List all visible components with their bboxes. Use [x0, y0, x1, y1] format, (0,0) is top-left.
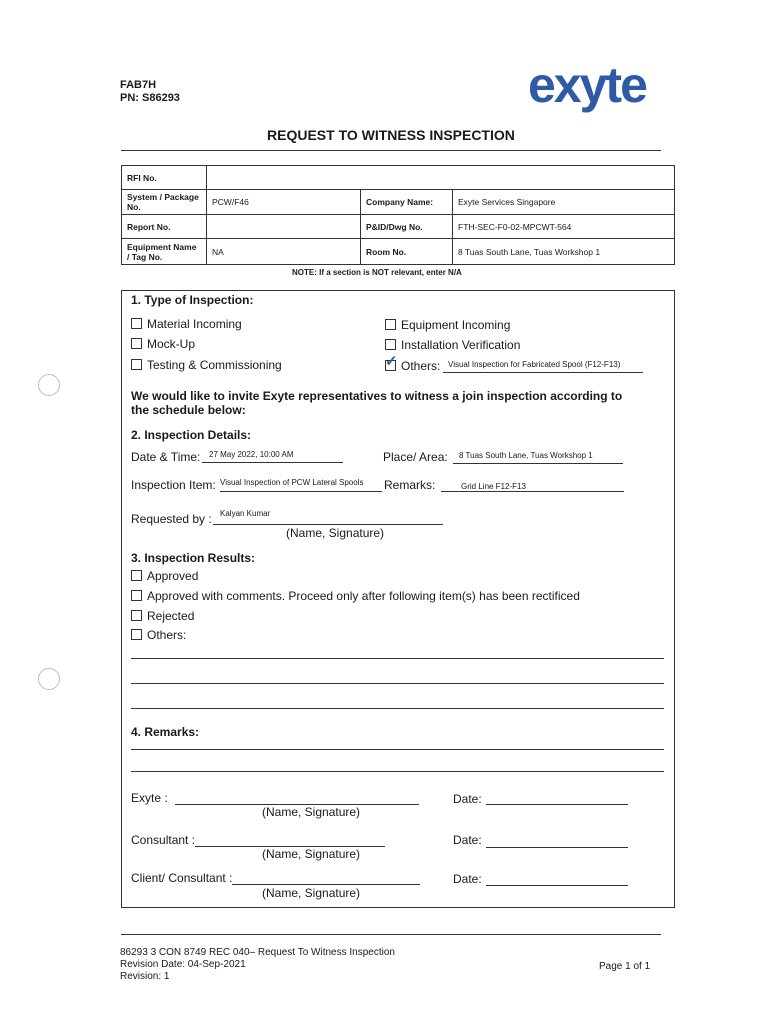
checkbox[interactable]: [131, 590, 142, 601]
info-table: [121, 165, 675, 265]
place-area-value[interactable]: 8 Tuas South Lane, Tuas Workshop 1: [459, 451, 593, 460]
checkbox[interactable]: [131, 338, 142, 349]
date-time-value[interactable]: 27 May 2022, 10:00 AM: [209, 450, 294, 459]
type-of-inspection-heading: 1. Type of Inspection:: [131, 293, 254, 307]
remarks-value[interactable]: Grid Line F12-F13: [461, 482, 526, 491]
footer-doc-ref: 86293 3 CON 8749 REC 040– Request To Witness Inspection: [120, 947, 395, 958]
equipment-label: Equipment Name / Tag No.: [122, 239, 207, 265]
date-time-label: Date & Time:: [131, 450, 201, 464]
checkbox-checked[interactable]: [385, 353, 398, 371]
option-label: Material Incoming: [147, 317, 242, 331]
option-mock-up[interactable]: [131, 337, 195, 351]
result-rejected[interactable]: [131, 609, 194, 623]
remarks-heading: 4. Remarks:: [131, 725, 200, 739]
checkbox[interactable]: [385, 319, 396, 330]
exyte-logo: exyte: [528, 57, 646, 113]
pid-value: FTH-SEC-F0-02-MPCWT-564: [453, 215, 675, 239]
client-signoff-line[interactable]: [232, 884, 420, 885]
option-label: Mock-Up: [147, 337, 196, 351]
binder-hole-bottom: [38, 668, 60, 690]
option-equipment-incoming[interactable]: [385, 318, 510, 332]
checkbox[interactable]: [385, 339, 396, 350]
company-label: Company Name:: [361, 190, 453, 215]
requested-by-underline: [213, 524, 443, 525]
option-label: Rejected: [147, 609, 195, 623]
footer-revision: Revision: 1: [120, 971, 170, 982]
remarks-line-1[interactable]: [131, 749, 664, 750]
client-date-label: Date:: [453, 872, 482, 886]
remarks-underline: [441, 491, 624, 492]
footer-revision-date: Revision Date: 04-Sep-2021: [120, 959, 246, 970]
footer-divider: [121, 934, 661, 935]
system-label: System / Package No.: [122, 190, 207, 215]
checkbox[interactable]: [131, 610, 142, 621]
checkbox[interactable]: [131, 570, 142, 581]
option-material-incoming[interactable]: [131, 317, 242, 331]
result-others[interactable]: [131, 628, 186, 642]
inspection-details-heading: 2. Inspection Details:: [131, 428, 252, 442]
option-label: Approved with comments. Proceed only after following item(s) has been rectificed: [147, 589, 580, 603]
binder-hole-top: [38, 374, 60, 396]
checkmark-icon: ✓: [385, 353, 398, 370]
exyte-date-label: Date:: [453, 792, 482, 806]
option-label: Others:: [147, 628, 187, 642]
inspection-item-value[interactable]: Visual Inspection of PCW Lateral Spools: [220, 478, 364, 487]
option-testing-commissioning[interactable]: [131, 358, 282, 372]
footer-page-number: Page 1 of 1: [599, 961, 651, 972]
client-date-line[interactable]: [486, 885, 628, 886]
results-line-1[interactable]: [131, 658, 664, 659]
project-code: FAB7H: [120, 79, 157, 91]
equipment-value: NA: [207, 239, 361, 265]
consultant-date-line[interactable]: [486, 847, 628, 848]
project-pn: PN: S86293: [120, 92, 180, 104]
client-signoff-label: Client/ Consultant :: [131, 871, 233, 885]
system-value: PCW/F46: [207, 190, 361, 215]
checkbox[interactable]: [131, 629, 142, 640]
option-label: Equipment Incoming: [401, 318, 511, 332]
date-time-underline: [202, 462, 343, 463]
invite-text: We would like to invite Exyte representatives to witness a join inspection according to the schedule below:: [131, 389, 623, 417]
rfi-label: RFI No.: [122, 166, 207, 190]
result-approved[interactable]: [131, 569, 198, 583]
relevance-note: NOTE: If a section is NOT relevant, enter N/A: [292, 268, 462, 277]
others-value: Visual Inspection for Fabricated Spool (F12-F13): [448, 360, 621, 369]
remarks-label: Remarks:: [384, 478, 436, 492]
page-title: REQUEST TO WITNESS INSPECTION: [267, 127, 515, 143]
pid-label: P&ID/Dwg No.: [361, 215, 453, 239]
inspection-results-heading: 3. Inspection Results:: [131, 551, 256, 565]
inspection-item-label: Inspection Item:: [131, 478, 216, 492]
title-divider: [121, 150, 661, 151]
consultant-date-label: Date:: [453, 833, 482, 847]
place-area-underline: [453, 463, 623, 464]
option-others[interactable]: [385, 353, 441, 373]
company-value: Exyte Services Singapore: [453, 190, 675, 215]
option-label: Others:: [401, 359, 441, 373]
option-label: Testing & Commissioning: [147, 358, 282, 372]
checkbox[interactable]: [131, 359, 142, 370]
client-signoff-caption: (Name, Signature): [262, 886, 361, 900]
exyte-signoff-caption: (Name, Signature): [262, 805, 361, 819]
requested-by-label: Requested by :: [131, 512, 212, 526]
requested-by-value[interactable]: Kalyan Kumar: [220, 509, 271, 518]
remarks-line-2[interactable]: [131, 771, 664, 772]
result-approved-with-comments[interactable]: [131, 589, 580, 603]
inspection-item-underline: [220, 491, 382, 492]
results-line-3[interactable]: [131, 708, 664, 709]
results-line-2[interactable]: [131, 683, 664, 684]
rfi-value: [207, 166, 675, 190]
consultant-signoff-label: Consultant :: [131, 833, 196, 847]
report-value: [207, 215, 361, 239]
report-label: Report No.: [122, 215, 207, 239]
room-value: 8 Tuas South Lane, Tuas Workshop 1: [453, 239, 675, 265]
option-label: Installation Verification: [401, 338, 521, 352]
exyte-signoff-label: Exyte :: [131, 791, 168, 805]
requested-by-caption: (Name, Signature): [286, 526, 385, 540]
checkbox[interactable]: [131, 318, 142, 329]
option-installation-verification[interactable]: [385, 338, 520, 352]
consultant-signoff-caption: (Name, Signature): [262, 847, 361, 861]
exyte-date-line[interactable]: [486, 804, 628, 805]
option-label: Approved: [147, 569, 199, 583]
place-area-label: Place/ Area:: [383, 450, 448, 464]
others-underline: [443, 372, 643, 373]
room-label: Room No.: [361, 239, 453, 265]
